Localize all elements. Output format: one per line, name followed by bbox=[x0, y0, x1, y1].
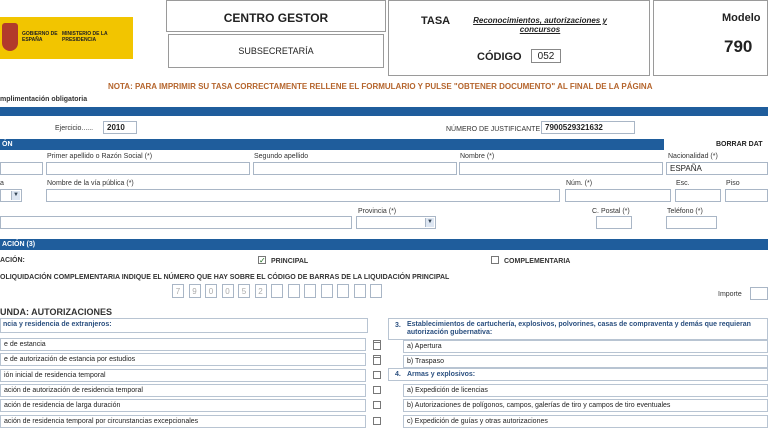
authorization-item: a) Apertura bbox=[403, 340, 768, 353]
numero-field[interactable] bbox=[565, 189, 671, 202]
barcode-digit-box[interactable]: 7 bbox=[172, 284, 184, 298]
section-3-header: Establecimientos de cartuchería, explosivos, polvorines, casas de compraventa y demás que requieran autorización gubernativa: bbox=[407, 321, 751, 336]
via-publica-label: Nombre de la vía pública (*) bbox=[47, 180, 134, 187]
complementaria-checkbox[interactable] bbox=[491, 256, 499, 264]
authorization-item: a) Expedición de licencias bbox=[403, 384, 768, 397]
modelo-label: Modelo bbox=[722, 12, 761, 24]
barcode-digit-box[interactable] bbox=[354, 284, 366, 298]
codigo-label: CÓDIGO bbox=[477, 51, 522, 63]
tasa-box bbox=[388, 0, 650, 76]
authorization-checkbox[interactable] bbox=[373, 371, 381, 379]
authorization-item: ación de residencia de larga duración bbox=[0, 399, 366, 412]
barcode-digit-box[interactable] bbox=[337, 284, 349, 298]
apellido1-field[interactable] bbox=[46, 162, 250, 175]
nombre-field[interactable] bbox=[459, 162, 663, 175]
cpostal-label: C. Postal (*) bbox=[592, 208, 630, 215]
authorization-checkbox[interactable] bbox=[373, 386, 381, 394]
tasa-label: TASA bbox=[421, 15, 451, 27]
barcode-digit-box[interactable]: 0 bbox=[205, 284, 217, 298]
left-column-header bbox=[0, 318, 368, 333]
liquidacion-label: ACIÓN: bbox=[0, 257, 25, 264]
justificante-label: NÚMERO DE JUSTIFICANTE bbox=[446, 126, 541, 133]
tasa-description: Reconocimientos, autorizaciones y concursos bbox=[473, 16, 607, 34]
apellido1-label: Primer apellido o Razón Social (*) bbox=[47, 153, 153, 160]
nif-field[interactable] bbox=[0, 162, 43, 175]
authorization-item: b) Traspaso bbox=[403, 355, 768, 368]
print-note: NOTA: PARA IMPRIMIR SU TASA CORRECTAMENTE RELLENE EL FORMULARIO Y PULSE "OBTENER DOCUMENTO" AL FINAL DE LA PÁGINA bbox=[108, 82, 653, 91]
apellido2-field[interactable] bbox=[253, 162, 457, 175]
barcode-digit-box[interactable] bbox=[321, 284, 333, 298]
nacionalidad-field[interactable]: ESPAÑA bbox=[666, 162, 768, 175]
piso-field[interactable] bbox=[725, 189, 768, 202]
barcode-digit-box[interactable]: 2 bbox=[255, 284, 267, 298]
right-section-4 bbox=[388, 368, 768, 381]
numero-label: Núm. (*) bbox=[566, 180, 593, 187]
barcode-digit-box[interactable]: 5 bbox=[238, 284, 250, 298]
provincia-select[interactable] bbox=[356, 216, 436, 229]
authorization-checkbox[interactable] bbox=[373, 401, 381, 409]
tipo-via-label: a bbox=[0, 180, 4, 187]
importe-label: Importe bbox=[718, 291, 742, 298]
nacionalidad-label: Nacionalidad (*) bbox=[668, 153, 718, 160]
logo-line-1: GOBIERNO DE ESPAÑA bbox=[22, 31, 58, 43]
centro-gestor-box bbox=[166, 0, 386, 32]
authorization-item: ación de residencia temporal por circunstancias excepcionales bbox=[0, 415, 366, 428]
telefono-label: Teléfono (*) bbox=[667, 208, 703, 215]
via-publica-field[interactable] bbox=[46, 189, 560, 202]
subsecretaria-box bbox=[168, 34, 384, 68]
chevron-down-icon: ▼ bbox=[425, 218, 434, 227]
authorization-checkbox[interactable] bbox=[373, 342, 381, 350]
section-4-number: 4. bbox=[395, 371, 401, 378]
justificante-field[interactable]: 7900529321632 bbox=[541, 121, 635, 134]
tipo-via-select[interactable] bbox=[0, 189, 22, 202]
principal-label: PRINCIPAL bbox=[271, 258, 309, 265]
coat-of-arms-icon bbox=[2, 23, 18, 51]
mandatory-note: mplimentación obligatoria bbox=[0, 96, 88, 103]
ejercicio-field[interactable]: 2010 bbox=[103, 121, 137, 134]
provincia-label: Provincia (*) bbox=[358, 208, 397, 215]
ejercicio-label: Ejercicio...... bbox=[55, 125, 94, 132]
chevron-down-icon: ▼ bbox=[11, 191, 20, 200]
barcode-digit-box[interactable] bbox=[288, 284, 300, 298]
section-4-header: Armas y explosivos: bbox=[407, 371, 476, 378]
escalera-field[interactable] bbox=[675, 189, 721, 202]
nombre-label: Nombre (*) bbox=[460, 153, 495, 160]
authorization-item: e de autorización de estancia por estudios bbox=[0, 353, 366, 366]
complementaria-label: COMPLEMENTARIA bbox=[504, 258, 571, 265]
barcode-digit-box[interactable] bbox=[370, 284, 382, 298]
complementaria-note: OLIQUIDACIÓN COMPLEMENTARIA INDIQUE EL NÚMERO QUE HAY SOBRE EL CÓDIGO DE BARRAS DE LA LIQUIDACIÓN PRINCIPAL bbox=[0, 274, 450, 281]
cpostal-field[interactable] bbox=[596, 216, 632, 229]
principal-checkbox[interactable]: ✓ bbox=[259, 256, 266, 265]
centro-gestor-label: CENTRO GESTOR bbox=[223, 11, 329, 25]
section-identificacion-bar: ÓN bbox=[0, 139, 664, 150]
right-section-3 bbox=[388, 318, 768, 340]
autorizaciones-title: UNDA: AUTORIZACIONES bbox=[0, 307, 112, 317]
authorization-checkbox[interactable] bbox=[373, 417, 381, 425]
top-blue-band bbox=[0, 107, 768, 116]
municipio-field[interactable] bbox=[0, 216, 352, 229]
authorization-item: ión inicial de residencia temporal bbox=[0, 369, 366, 382]
left-column-header-text: ncia y residencia de extranjeros: bbox=[3, 321, 112, 328]
barcode-digit-box[interactable] bbox=[304, 284, 316, 298]
authorization-item: c) Expedición de guías y otras autorizaciones bbox=[403, 415, 768, 428]
government-logo bbox=[0, 17, 133, 59]
subsecretaria-label: SUBSECRETARÍA bbox=[238, 46, 314, 56]
escalera-label: Esc. bbox=[676, 180, 690, 187]
barcode-digit-box[interactable] bbox=[271, 284, 283, 298]
authorization-item: ación de autorización de residencia temporal bbox=[0, 384, 366, 397]
apellido2-label: Segundo apellido bbox=[254, 153, 309, 160]
section-liquidacion-bar: ACIÓN (3) bbox=[0, 239, 768, 250]
codigo-value: 052 bbox=[531, 49, 561, 63]
authorization-checkbox[interactable] bbox=[373, 357, 381, 365]
modelo-value: 790 bbox=[724, 37, 753, 56]
piso-label: Piso bbox=[726, 180, 740, 187]
telefono-field[interactable] bbox=[666, 216, 717, 229]
importe-field[interactable] bbox=[750, 287, 768, 300]
borrar-datos-button[interactable]: BORRAR DAT bbox=[716, 141, 763, 148]
authorization-item: e de estancia bbox=[0, 338, 366, 351]
barcode-digit-box[interactable]: 0 bbox=[222, 284, 234, 298]
section-3-number: 3. bbox=[395, 322, 401, 329]
logo-line-2: MINISTERIO DE LA PRESIDENCIA bbox=[62, 31, 108, 43]
barcode-digit-box[interactable]: 9 bbox=[189, 284, 201, 298]
authorization-item: b) Autorizaciones de polígonos, campos, galerías de tiro y campos de tiro eventuales bbox=[403, 399, 768, 412]
modelo-box bbox=[653, 0, 768, 76]
